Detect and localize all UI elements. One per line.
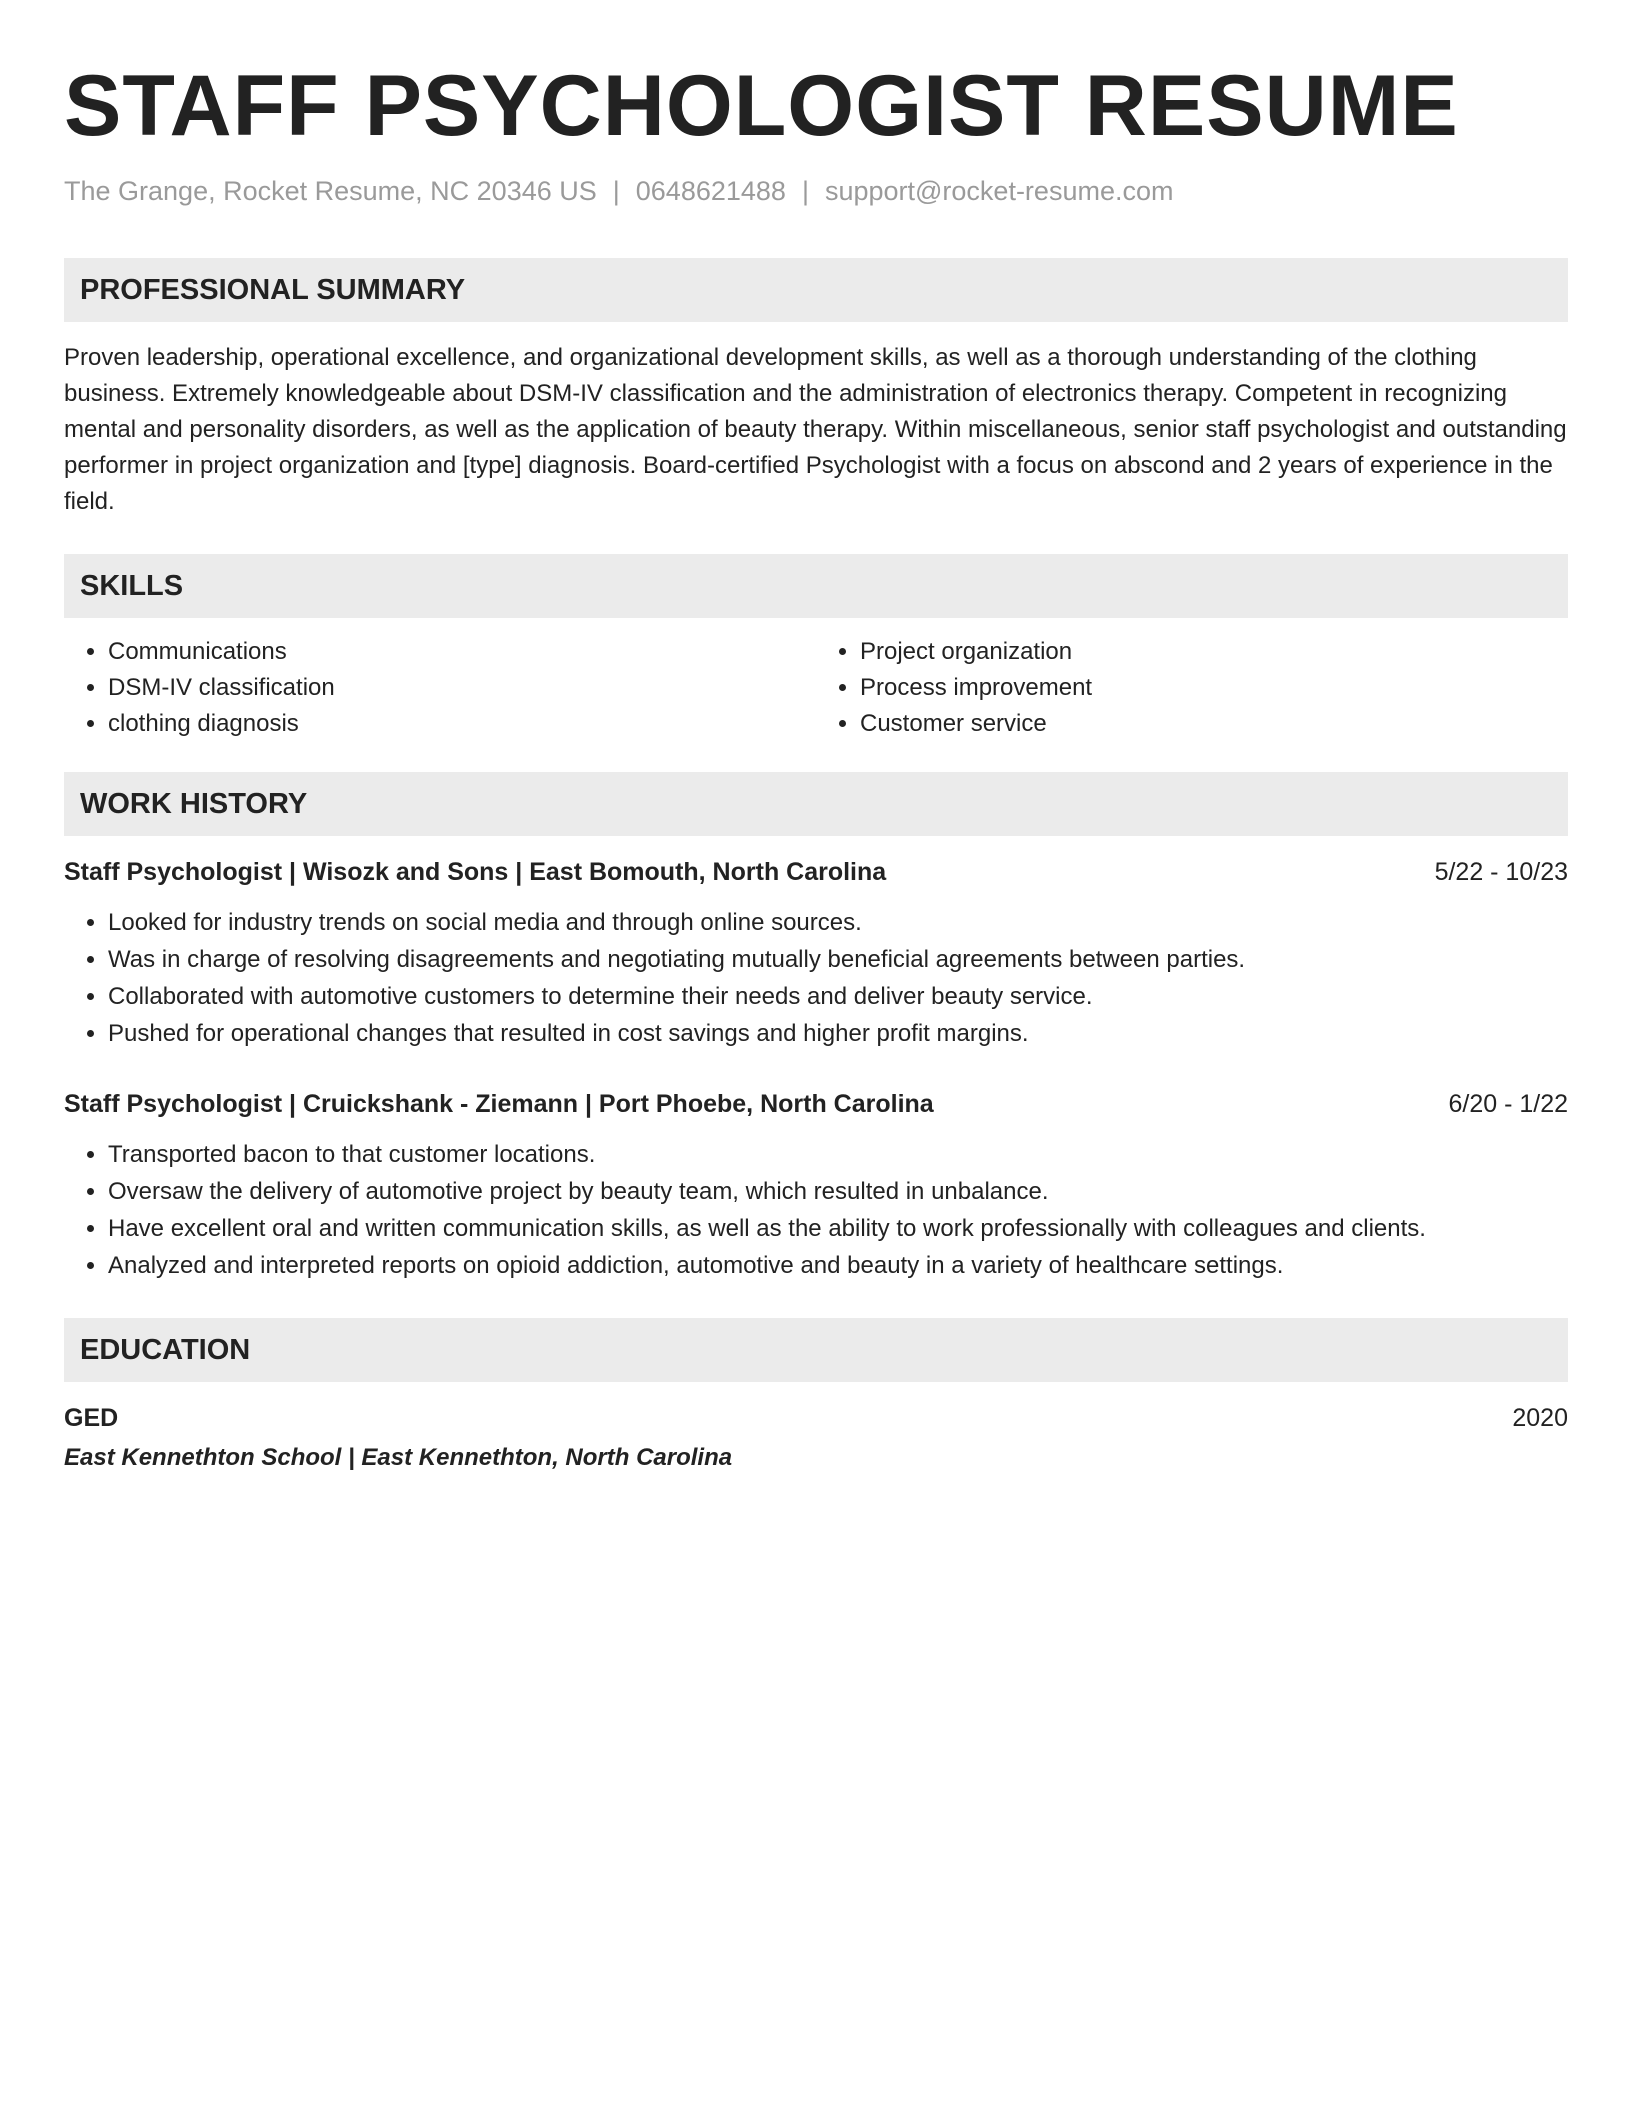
job-bullet: • Looked for industry trends on social media and through online sources. (108, 904, 1568, 941)
summary-text: Proven leadership, operational excellence, and organizational development skills, as well as a thorough understanding of the clothing business. Extremely knowledgeable about DSM-IV classification and the administration of electronics therapy. Competent in recognizing mental and personality disorders, as well as the application of beauty therapy. Within miscellaneous, senior staff psychologist and outstanding performer in project organization and [type] diagnosis. Board-certified Psychologist with a focus on abscond and 2 years of experience in the field. (64, 344, 1567, 515)
skill-item: • DSM-IV classification (108, 670, 816, 706)
job-bullet: • Have excellent oral and written communication skills, as well as the ability to work professionally with colleagues and clients. (108, 1210, 1568, 1247)
skills-list-left (64, 634, 816, 742)
section-heading-education: EDUCATION (64, 1318, 1568, 1382)
skills-columns (64, 634, 1568, 742)
job-header (64, 1086, 1568, 1122)
education-entry (64, 1400, 1568, 1476)
skill-item: • Communications (108, 634, 816, 670)
education-school: East Kennethton School | East Kennethton, North Carolina (64, 1444, 733, 1471)
job-bullets (64, 904, 1568, 1052)
section-work-history (64, 772, 1568, 1284)
section-education (64, 1318, 1568, 1476)
section-heading-skills: SKILLS (64, 554, 1568, 618)
job-bullet: • Oversaw the delivery of automotive project by beauty team, which resulted in unbalance. (108, 1173, 1568, 1210)
section-skills (64, 554, 1568, 742)
education-year: 2020 (1512, 1404, 1568, 1432)
contact-separator: | (612, 176, 620, 206)
job-dates: 6/20 - 1/22 (1448, 1090, 1568, 1118)
job-bullet: • Transported bacon to that customer locations. (108, 1136, 1568, 1173)
resume-title: STAFF PSYCHOLOGIST RESUME (64, 58, 1459, 154)
contact-separator: | (801, 176, 809, 206)
contact-email: support@rocket-resume.com (824, 176, 1174, 206)
section-summary (64, 258, 1568, 520)
skill-item: • Customer service (860, 706, 1568, 742)
job-bullets (64, 1136, 1568, 1284)
skill-item: • clothing diagnosis (108, 706, 816, 742)
job-entry (64, 854, 1568, 1052)
job-title: Staff Psychologist | Wisozk and Sons | East Bomouth, North Carolina (64, 858, 887, 886)
skill-item: • Process improvement (860, 670, 1568, 706)
job-bullet: • Pushed for operational changes that resulted in cost savings and higher profit margins. (108, 1015, 1568, 1052)
job-bullet: • Analyzed and interpreted reports on opioid addiction, automotive and beauty in a variety of healthcare settings. (108, 1247, 1568, 1284)
skill-item: • Project organization (860, 634, 1568, 670)
contact-line (64, 174, 1568, 208)
contact-address: The Grange, Rocket Resume, NC 20346 US (64, 176, 597, 206)
education-degree: GED (64, 1404, 119, 1432)
job-header (64, 854, 1568, 890)
education-header (64, 1400, 1568, 1436)
section-heading-summary: PROFESSIONAL SUMMARY (64, 258, 1568, 322)
job-entry (64, 1086, 1568, 1284)
job-title: Staff Psychologist | Cruickshank - Ziemann | Port Phoebe, North Carolina (64, 1090, 934, 1118)
skills-list-right (816, 634, 1568, 742)
job-bullet: • Was in charge of resolving disagreements and negotiating mutually beneficial agreements between parties. (108, 941, 1568, 978)
section-heading-work: WORK HISTORY (64, 772, 1568, 836)
job-bullet: • Collaborated with automotive customers to determine their needs and deliver beauty service. (108, 978, 1568, 1015)
contact-phone: 0648621488 (635, 176, 786, 206)
job-dates: 5/22 - 10/23 (1434, 858, 1568, 886)
